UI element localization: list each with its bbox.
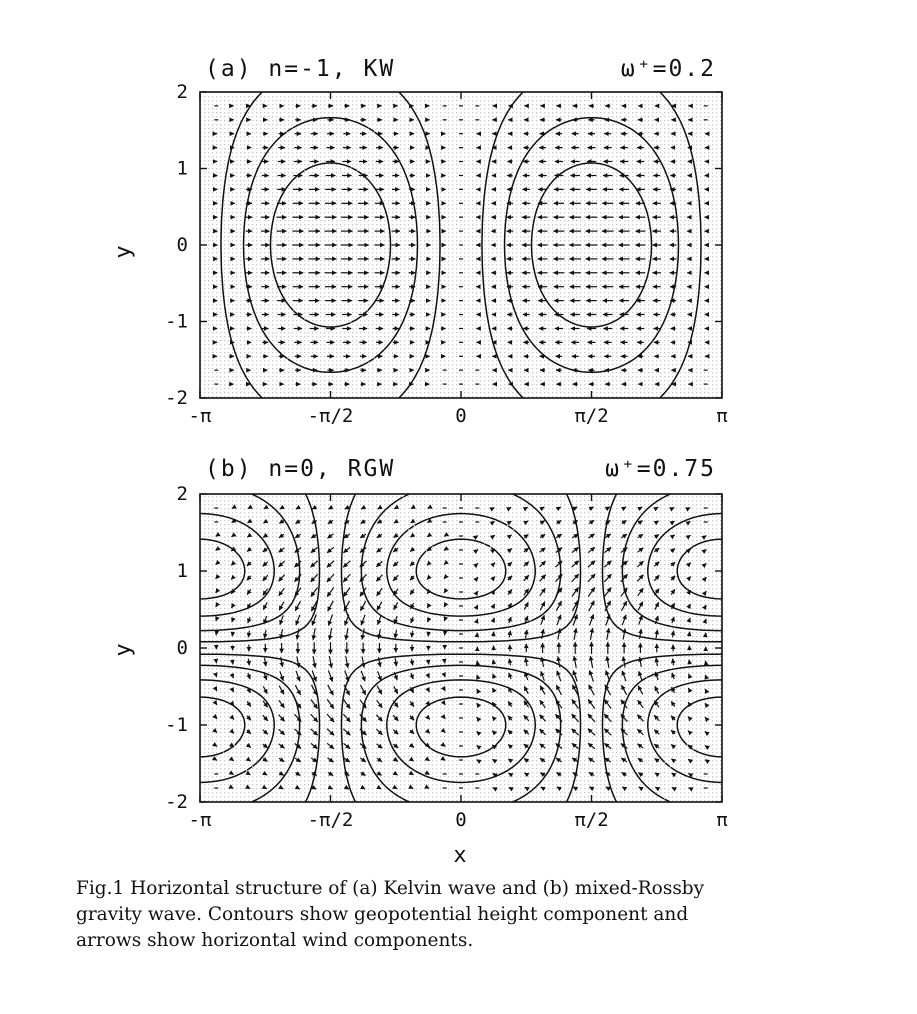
panel-b-wind-arrow (216, 760, 217, 761)
panel-b-wind-arrow (444, 619, 445, 621)
panel-b-y-tick-label: 0 (176, 637, 188, 659)
panel-a-y-tick-label: 0 (176, 234, 188, 256)
panel-b-wind-arrow (216, 675, 217, 677)
panel-b-wind-arrow (232, 632, 233, 637)
panel-b-wind-arrow (216, 746, 217, 747)
panel-b-wind-arrow (477, 746, 478, 747)
panel-b-wind-arrow (232, 788, 234, 789)
panel-b-x-tick-label: π (716, 809, 728, 831)
panel-b-title: (b) n=0, RGW (205, 456, 396, 482)
panel-b-wind-arrow (444, 760, 445, 761)
panel-b-wind-arrow (444, 675, 445, 677)
panel-b-wind-arrow (216, 550, 217, 551)
panel-b-y-tick-label: -1 (165, 714, 188, 736)
panel-b-wind-arrow (705, 619, 706, 621)
panel-a-y-tick-label: 1 (176, 157, 188, 180)
figure-caption (76, 876, 796, 954)
panel-b-y-axis-label: y (111, 643, 136, 657)
panel-a-plot-area (165, 81, 728, 427)
panel-a-x-tick-label: -π (188, 405, 212, 427)
panel-a-y-tick-label: -2 (165, 387, 188, 409)
panel-b-wind-arrow (689, 632, 690, 637)
panel-b-x-tick-label: -π/2 (307, 809, 354, 831)
panel-b-wind-arrow (444, 536, 445, 537)
panel-b-y-tick-label: -2 (165, 791, 188, 813)
panel-b-rossby-gravity-wave (111, 456, 728, 868)
panel-b-wind-arrow (428, 660, 429, 665)
panel-b-wind-arrow (477, 550, 478, 551)
panel-a-y-tick-label: 2 (176, 81, 188, 103)
panel-a-x-tick-label: π/2 (574, 405, 609, 427)
panel-b-wind-arrow (493, 508, 495, 509)
panel-b-wind-arrow (689, 788, 691, 789)
panel-b-wind-arrow (493, 632, 494, 637)
panel-b-wind-arrow (216, 619, 217, 621)
panel-b-y-tick-label: 2 (176, 483, 188, 505)
panel-b-wind-arrow (477, 536, 478, 537)
panel-b-wind-arrow (705, 675, 706, 677)
panel-b-wind-arrow (705, 760, 706, 761)
panel-b-wind-arrow (689, 508, 691, 509)
panel-b-wind-arrow (493, 660, 494, 665)
panel-b-x-tick-label: π/2 (574, 809, 609, 831)
panel-b-x-tick-label: -π (188, 809, 212, 831)
caption-line-3: arrows show horizontal wind components. (76, 930, 474, 951)
panel-b-wind-arrow (232, 660, 233, 665)
caption-line-1: Fig.1 Horizontal structure of (a) Kelvin wave and (b) mixed-Rossby (76, 878, 705, 899)
panel-b-wind-arrow (477, 619, 478, 621)
panel-a-title: (a) n=-1, KW (205, 56, 396, 82)
caption-line-2: gravity wave. Contours show geopotential height component and (76, 904, 689, 925)
panel-b-wind-arrow (428, 508, 430, 509)
panel-b-wind-arrow (428, 632, 429, 637)
panel-a-y-tick-label: -1 (165, 310, 188, 333)
panel-a-kelvin-wave (111, 56, 728, 427)
panel-b-wind-arrow (477, 675, 478, 677)
panel-b-wind-arrow (216, 536, 217, 537)
panel-a-y-axis-label: y (111, 245, 136, 259)
panel-b-wind-arrow (689, 660, 690, 665)
panel-b-wind-arrow (493, 788, 495, 789)
panel-b-x-axis-label: x (453, 843, 467, 868)
panel-a-x-tick-label: -π/2 (307, 405, 354, 427)
panel-b-frequency-label: ω⁺=0.75 (605, 456, 716, 482)
panel-a-frequency-label: ω⁺=0.2 (620, 56, 716, 82)
panel-b-wind-arrow (444, 550, 445, 551)
panel-b-plot-area (165, 483, 728, 831)
panel-b-wind-arrow (232, 508, 234, 509)
panel-a-x-tick-label: π (716, 405, 728, 427)
panel-b-wind-arrow (705, 536, 706, 537)
panel-b-wind-arrow (705, 746, 706, 747)
panel-b-x-tick-label: 0 (455, 809, 467, 831)
panel-b-wind-arrow (444, 746, 445, 747)
panel-b-wind-arrow (477, 760, 478, 761)
panel-b-wind-arrow (428, 788, 430, 789)
panel-b-y-tick-label: 1 (176, 560, 188, 582)
panel-b-wind-arrow (705, 550, 706, 551)
panel-a-x-tick-label: 0 (455, 405, 467, 427)
